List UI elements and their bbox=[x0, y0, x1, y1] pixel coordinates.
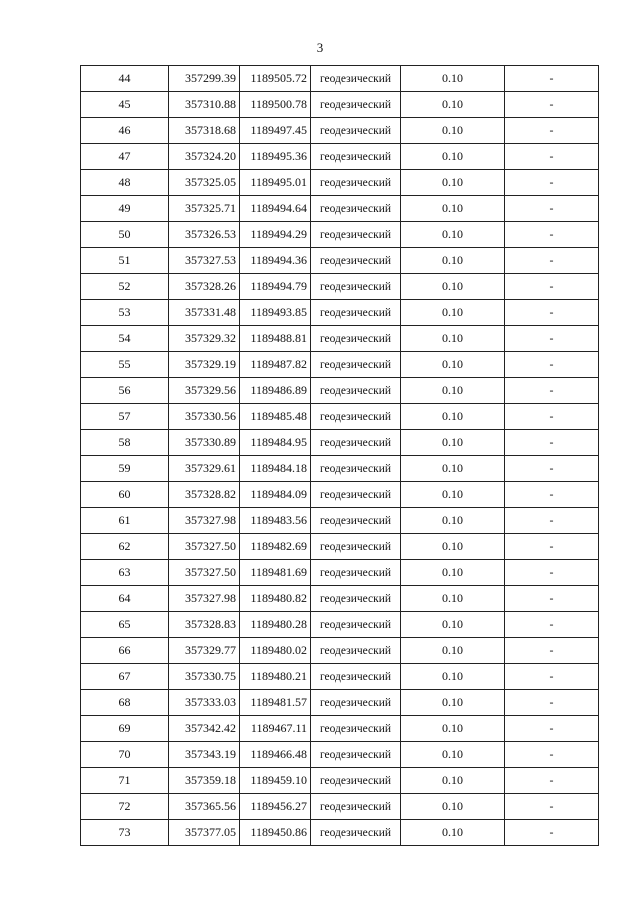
cell-method: геодезический bbox=[311, 716, 401, 742]
cell-point-number: 62 bbox=[81, 534, 169, 560]
cell-point-number: 68 bbox=[81, 690, 169, 716]
cell-note: - bbox=[505, 144, 599, 170]
table-row bbox=[81, 274, 599, 300]
cell-method: геодезический bbox=[311, 66, 401, 92]
cell-y-coordinate: 1189484.95 bbox=[240, 430, 311, 456]
cell-y-coordinate: 1189483.56 bbox=[240, 508, 311, 534]
cell-accuracy: 0.10 bbox=[401, 638, 505, 664]
table-row bbox=[81, 118, 599, 144]
cell-method: геодезический bbox=[311, 196, 401, 222]
cell-x-coordinate: 357365.56 bbox=[169, 794, 240, 820]
cell-note: - bbox=[505, 66, 599, 92]
cell-y-coordinate: 1189487.82 bbox=[240, 352, 311, 378]
cell-y-coordinate: 1189495.36 bbox=[240, 144, 311, 170]
cell-method: геодезический bbox=[311, 560, 401, 586]
table-row bbox=[81, 404, 599, 430]
cell-x-coordinate: 357333.03 bbox=[169, 690, 240, 716]
cell-y-coordinate: 1189480.02 bbox=[240, 638, 311, 664]
cell-note: - bbox=[505, 404, 599, 430]
cell-x-coordinate: 357342.42 bbox=[169, 716, 240, 742]
cell-accuracy: 0.10 bbox=[401, 820, 505, 846]
cell-note: - bbox=[505, 716, 599, 742]
cell-y-coordinate: 1189494.64 bbox=[240, 196, 311, 222]
cell-y-coordinate: 1189467.11 bbox=[240, 716, 311, 742]
cell-accuracy: 0.10 bbox=[401, 430, 505, 456]
cell-method: геодезический bbox=[311, 690, 401, 716]
table-row bbox=[81, 820, 599, 846]
cell-accuracy: 0.10 bbox=[401, 196, 505, 222]
cell-note: - bbox=[505, 560, 599, 586]
cell-x-coordinate: 357331.48 bbox=[169, 300, 240, 326]
cell-point-number: 64 bbox=[81, 586, 169, 612]
table-row bbox=[81, 586, 599, 612]
cell-accuracy: 0.10 bbox=[401, 248, 505, 274]
cell-point-number: 58 bbox=[81, 430, 169, 456]
table-row bbox=[81, 560, 599, 586]
cell-point-number: 56 bbox=[81, 378, 169, 404]
cell-y-coordinate: 1189481.57 bbox=[240, 690, 311, 716]
cell-accuracy: 0.10 bbox=[401, 742, 505, 768]
cell-point-number: 70 bbox=[81, 742, 169, 768]
cell-x-coordinate: 357330.89 bbox=[169, 430, 240, 456]
cell-y-coordinate: 1189497.45 bbox=[240, 118, 311, 144]
cell-x-coordinate: 357327.50 bbox=[169, 534, 240, 560]
cell-accuracy: 0.10 bbox=[401, 222, 505, 248]
cell-x-coordinate: 357330.75 bbox=[169, 664, 240, 690]
cell-x-coordinate: 357325.71 bbox=[169, 196, 240, 222]
cell-method: геодезический bbox=[311, 300, 401, 326]
cell-note: - bbox=[505, 534, 599, 560]
cell-method: геодезический bbox=[311, 404, 401, 430]
cell-note: - bbox=[505, 742, 599, 768]
cell-accuracy: 0.10 bbox=[401, 456, 505, 482]
cell-x-coordinate: 357299.39 bbox=[169, 66, 240, 92]
cell-point-number: 71 bbox=[81, 768, 169, 794]
cell-method: геодезический bbox=[311, 820, 401, 846]
cell-y-coordinate: 1189480.82 bbox=[240, 586, 311, 612]
cell-point-number: 65 bbox=[81, 612, 169, 638]
table-row bbox=[81, 768, 599, 794]
table-row bbox=[81, 742, 599, 768]
cell-point-number: 50 bbox=[81, 222, 169, 248]
table-row bbox=[81, 196, 599, 222]
cell-note: - bbox=[505, 326, 599, 352]
cell-accuracy: 0.10 bbox=[401, 560, 505, 586]
table-row bbox=[81, 508, 599, 534]
cell-method: геодезический bbox=[311, 456, 401, 482]
cell-y-coordinate: 1189480.21 bbox=[240, 664, 311, 690]
table-row bbox=[81, 638, 599, 664]
cell-note: - bbox=[505, 196, 599, 222]
cell-method: геодезический bbox=[311, 612, 401, 638]
table-row bbox=[81, 170, 599, 196]
cell-method: геодезический bbox=[311, 794, 401, 820]
cell-accuracy: 0.10 bbox=[401, 586, 505, 612]
cell-y-coordinate: 1189459.10 bbox=[240, 768, 311, 794]
cell-y-coordinate: 1189482.69 bbox=[240, 534, 311, 560]
table-row bbox=[81, 222, 599, 248]
page-number: 3 bbox=[316, 40, 324, 55]
cell-point-number: 66 bbox=[81, 638, 169, 664]
cell-point-number: 69 bbox=[81, 716, 169, 742]
coordinates-table bbox=[80, 65, 599, 846]
cell-accuracy: 0.10 bbox=[401, 274, 505, 300]
cell-point-number: 60 bbox=[81, 482, 169, 508]
cell-method: геодезический bbox=[311, 482, 401, 508]
cell-method: геодезический bbox=[311, 248, 401, 274]
cell-y-coordinate: 1189495.01 bbox=[240, 170, 311, 196]
table-row bbox=[81, 794, 599, 820]
cell-method: геодезический bbox=[311, 534, 401, 560]
cell-y-coordinate: 1189486.89 bbox=[240, 378, 311, 404]
cell-y-coordinate: 1189450.86 bbox=[240, 820, 311, 846]
cell-x-coordinate: 357330.56 bbox=[169, 404, 240, 430]
cell-method: геодезический bbox=[311, 508, 401, 534]
cell-accuracy: 0.10 bbox=[401, 326, 505, 352]
cell-point-number: 44 bbox=[81, 66, 169, 92]
cell-note: - bbox=[505, 768, 599, 794]
cell-y-coordinate: 1189485.48 bbox=[240, 404, 311, 430]
cell-note: - bbox=[505, 820, 599, 846]
cell-accuracy: 0.10 bbox=[401, 716, 505, 742]
cell-y-coordinate: 1189505.72 bbox=[240, 66, 311, 92]
cell-method: геодезический bbox=[311, 92, 401, 118]
cell-y-coordinate: 1189493.85 bbox=[240, 300, 311, 326]
cell-point-number: 52 bbox=[81, 274, 169, 300]
cell-x-coordinate: 357325.05 bbox=[169, 170, 240, 196]
table-row bbox=[81, 690, 599, 716]
table-row bbox=[81, 716, 599, 742]
cell-method: геодезический bbox=[311, 222, 401, 248]
cell-x-coordinate: 357329.77 bbox=[169, 638, 240, 664]
cell-note: - bbox=[505, 248, 599, 274]
cell-y-coordinate: 1189494.36 bbox=[240, 248, 311, 274]
cell-x-coordinate: 357328.82 bbox=[169, 482, 240, 508]
cell-method: геодезический bbox=[311, 352, 401, 378]
cell-point-number: 49 bbox=[81, 196, 169, 222]
cell-note: - bbox=[505, 274, 599, 300]
cell-x-coordinate: 357377.05 bbox=[169, 820, 240, 846]
cell-point-number: 57 bbox=[81, 404, 169, 430]
cell-note: - bbox=[505, 612, 599, 638]
table-row bbox=[81, 482, 599, 508]
coordinates-table-body bbox=[81, 66, 599, 846]
table-row bbox=[81, 248, 599, 274]
table-row bbox=[81, 352, 599, 378]
cell-method: геодезический bbox=[311, 430, 401, 456]
cell-x-coordinate: 357359.18 bbox=[169, 768, 240, 794]
cell-x-coordinate: 357329.56 bbox=[169, 378, 240, 404]
cell-method: геодезический bbox=[311, 586, 401, 612]
cell-point-number: 53 bbox=[81, 300, 169, 326]
table-row bbox=[81, 456, 599, 482]
cell-note: - bbox=[505, 794, 599, 820]
table-row bbox=[81, 300, 599, 326]
cell-method: геодезический bbox=[311, 638, 401, 664]
cell-x-coordinate: 357324.20 bbox=[169, 144, 240, 170]
cell-note: - bbox=[505, 690, 599, 716]
cell-point-number: 67 bbox=[81, 664, 169, 690]
cell-y-coordinate: 1189466.48 bbox=[240, 742, 311, 768]
cell-note: - bbox=[505, 352, 599, 378]
cell-accuracy: 0.10 bbox=[401, 144, 505, 170]
cell-method: геодезический bbox=[311, 326, 401, 352]
cell-x-coordinate: 357327.50 bbox=[169, 560, 240, 586]
cell-y-coordinate: 1189484.18 bbox=[240, 456, 311, 482]
cell-accuracy: 0.10 bbox=[401, 534, 505, 560]
cell-accuracy: 0.10 bbox=[401, 352, 505, 378]
cell-point-number: 48 bbox=[81, 170, 169, 196]
cell-accuracy: 0.10 bbox=[401, 92, 505, 118]
cell-point-number: 45 bbox=[81, 92, 169, 118]
cell-x-coordinate: 357329.32 bbox=[169, 326, 240, 352]
table-row bbox=[81, 612, 599, 638]
cell-point-number: 63 bbox=[81, 560, 169, 586]
cell-method: геодезический bbox=[311, 170, 401, 196]
table-row bbox=[81, 92, 599, 118]
cell-y-coordinate: 1189484.09 bbox=[240, 482, 311, 508]
cell-x-coordinate: 357327.98 bbox=[169, 586, 240, 612]
table-row bbox=[81, 66, 599, 92]
cell-accuracy: 0.10 bbox=[401, 482, 505, 508]
cell-accuracy: 0.10 bbox=[401, 612, 505, 638]
cell-accuracy: 0.10 bbox=[401, 66, 505, 92]
cell-x-coordinate: 357327.98 bbox=[169, 508, 240, 534]
table-row bbox=[81, 430, 599, 456]
cell-x-coordinate: 357329.61 bbox=[169, 456, 240, 482]
table-row bbox=[81, 664, 599, 690]
cell-accuracy: 0.10 bbox=[401, 404, 505, 430]
cell-method: геодезический bbox=[311, 742, 401, 768]
cell-accuracy: 0.10 bbox=[401, 170, 505, 196]
cell-y-coordinate: 1189456.27 bbox=[240, 794, 311, 820]
cell-x-coordinate: 357310.88 bbox=[169, 92, 240, 118]
cell-note: - bbox=[505, 482, 599, 508]
cell-note: - bbox=[505, 664, 599, 690]
cell-point-number: 46 bbox=[81, 118, 169, 144]
cell-method: геодезический bbox=[311, 664, 401, 690]
cell-point-number: 51 bbox=[81, 248, 169, 274]
cell-point-number: 55 bbox=[81, 352, 169, 378]
cell-note: - bbox=[505, 430, 599, 456]
table-row bbox=[81, 378, 599, 404]
cell-point-number: 47 bbox=[81, 144, 169, 170]
cell-x-coordinate: 357328.83 bbox=[169, 612, 240, 638]
cell-accuracy: 0.10 bbox=[401, 794, 505, 820]
cell-note: - bbox=[505, 586, 599, 612]
cell-method: геодезический bbox=[311, 274, 401, 300]
cell-method: геодезический bbox=[311, 118, 401, 144]
cell-x-coordinate: 357318.68 bbox=[169, 118, 240, 144]
cell-y-coordinate: 1189494.29 bbox=[240, 222, 311, 248]
cell-point-number: 72 bbox=[81, 794, 169, 820]
cell-note: - bbox=[505, 378, 599, 404]
cell-y-coordinate: 1189500.78 bbox=[240, 92, 311, 118]
cell-note: - bbox=[505, 508, 599, 534]
cell-accuracy: 0.10 bbox=[401, 664, 505, 690]
cell-x-coordinate: 357343.19 bbox=[169, 742, 240, 768]
table-row bbox=[81, 326, 599, 352]
cell-note: - bbox=[505, 170, 599, 196]
cell-accuracy: 0.10 bbox=[401, 118, 505, 144]
cell-point-number: 73 bbox=[81, 820, 169, 846]
cell-method: геодезический bbox=[311, 378, 401, 404]
cell-note: - bbox=[505, 300, 599, 326]
cell-note: - bbox=[505, 222, 599, 248]
cell-y-coordinate: 1189488.81 bbox=[240, 326, 311, 352]
cell-method: геодезический bbox=[311, 768, 401, 794]
cell-note: - bbox=[505, 456, 599, 482]
cell-x-coordinate: 357326.53 bbox=[169, 222, 240, 248]
cell-point-number: 59 bbox=[81, 456, 169, 482]
cell-y-coordinate: 1189494.79 bbox=[240, 274, 311, 300]
cell-accuracy: 0.10 bbox=[401, 378, 505, 404]
table-row bbox=[81, 534, 599, 560]
cell-accuracy: 0.10 bbox=[401, 508, 505, 534]
cell-note: - bbox=[505, 638, 599, 664]
cell-accuracy: 0.10 bbox=[401, 768, 505, 794]
cell-x-coordinate: 357327.53 bbox=[169, 248, 240, 274]
cell-note: - bbox=[505, 118, 599, 144]
table-row bbox=[81, 144, 599, 170]
cell-accuracy: 0.10 bbox=[401, 690, 505, 716]
cell-method: геодезический bbox=[311, 144, 401, 170]
cell-point-number: 61 bbox=[81, 508, 169, 534]
cell-y-coordinate: 1189481.69 bbox=[240, 560, 311, 586]
cell-accuracy: 0.10 bbox=[401, 300, 505, 326]
cell-note: - bbox=[505, 92, 599, 118]
cell-point-number: 54 bbox=[81, 326, 169, 352]
cell-x-coordinate: 357329.19 bbox=[169, 352, 240, 378]
cell-y-coordinate: 1189480.28 bbox=[240, 612, 311, 638]
cell-x-coordinate: 357328.26 bbox=[169, 274, 240, 300]
